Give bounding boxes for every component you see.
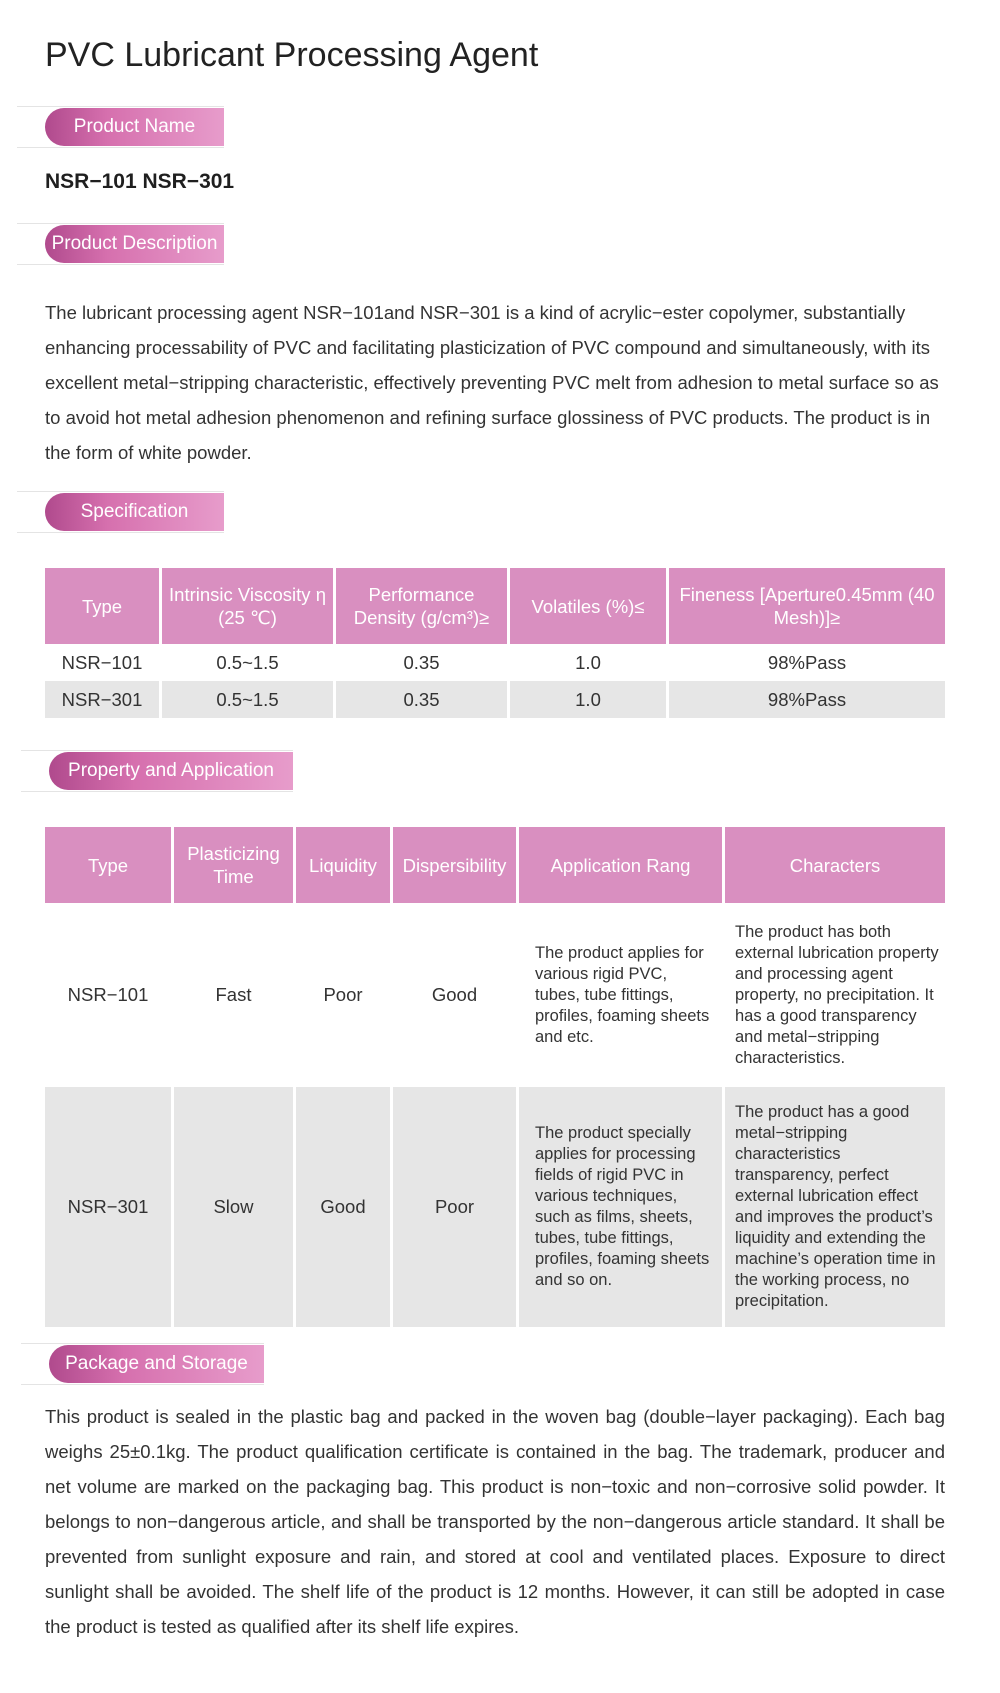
section-label: Package and Storage — [49, 1345, 264, 1383]
column-header-intrinsic-viscosity: Intrinsic Viscosity η (25 ℃) — [162, 568, 336, 644]
cell-type: NSR−101 — [45, 644, 162, 681]
table-row — [45, 903, 945, 1087]
table-row — [45, 644, 945, 681]
cell-performance-density: 0.35 — [336, 681, 510, 718]
package-storage-text: This product is sealed in the plastic bag and packed in the woven bag (double−layer packaging). Each bag weighs 25±0.1kg. The product qualification certificate is contained in the bag. The trademark, producer and net volume are marked on the packaging bag. This product is non−toxic and non−corrosive solid powder. It belongs to non−dangerous article, and shall be transported by the non−dangerous article standard. It shall be prevented from sunlight exposure and rain, and stored at cool and ventilated places. Exposure to direct sunlight shall be avoided. The shelf life of the product is 12 months. However, it can still be adopted in case the product is tested as qualified after its shelf life expires. — [45, 1406, 945, 1637]
column-header-application-rang: Application Rang — [519, 827, 725, 903]
specification-table — [45, 568, 945, 718]
column-header-type: Type — [45, 568, 162, 644]
column-header-characters: Characters — [725, 827, 945, 903]
section-tag-package-storage — [21, 1345, 264, 1383]
cell-intrinsic-viscosity: 0.5~1.5 — [162, 681, 336, 718]
cell-application-rang: The product specially applies for processing fields of rigid PVC in various techniques, such as films, sheets, tubes, tube fittings, profiles, foaming sheets and so on. — [519, 1087, 725, 1327]
cell-liquidity: Good — [296, 1087, 393, 1327]
cell-liquidity: Poor — [296, 903, 393, 1087]
cell-type: NSR−101 — [45, 903, 174, 1087]
section-label: Product Name — [45, 108, 224, 146]
cell-intrinsic-viscosity: 0.5~1.5 — [162, 644, 336, 681]
cell-fineness: 98%Pass — [767, 651, 847, 673]
section-tag-specification — [17, 493, 224, 531]
section-tag-product-description — [17, 225, 224, 263]
cell-plasticizing-time: Fast — [174, 903, 296, 1087]
cell-dispersibility: Good — [393, 903, 519, 1087]
product-name: NSR−101 NSR−301 — [45, 170, 235, 193]
section-label: Specification — [45, 493, 224, 531]
column-header-plasticizing-time: Plasticizing Time — [174, 827, 296, 903]
column-header-fineness: Fineness [Aperture0.45mm (40 Mesh)]≥ — [669, 568, 945, 644]
column-header-liquidity: Liquidity — [296, 827, 393, 903]
section-tag-product-name — [17, 108, 224, 146]
section-tag-property-application — [21, 752, 293, 790]
cell-volatiles: 1.0 — [510, 681, 669, 718]
table-row — [45, 1087, 945, 1327]
cell-type: NSR−301 — [45, 681, 162, 718]
column-header-performance-density: Performance Density (g/cm³)≥ — [336, 568, 510, 644]
cell-application-rang: The product applies for various rigid PVC, tubes, tube fittings, profiles, foaming sheets and etc. — [519, 903, 725, 1087]
cell-dispersibility: Poor — [393, 1087, 519, 1327]
column-header-volatiles: Volatiles (%)≤ — [510, 568, 669, 644]
column-header-type: Type — [45, 827, 174, 903]
table-row — [45, 681, 945, 718]
page-title: PVC Lubricant Processing Agent — [45, 36, 539, 74]
cell-plasticizing-time: Slow — [174, 1087, 296, 1327]
cell-fineness: 98%Pass — [669, 681, 945, 718]
cell-type: NSR−301 — [45, 1087, 174, 1327]
product-description-text: The lubricant processing agent NSR−101and NSR−301 is a kind of acrylic−ester copolymer, substantially enhancing processability of PVC and facilitating plasticization of PVC compound and simultaneously, with its excellent metal−stripping characteristic, effectively preventing PVC melt from adhesion to metal surface so as to avoid hot metal adhesion phenomenon and refining surface glossiness of PVC products. The product is in the form of white powder. — [45, 302, 939, 463]
cell-performance-density: 0.35 — [336, 644, 510, 681]
section-label: Product Description — [45, 225, 224, 263]
cell-characters: The product has a good metal−stripping characteristics transparency, perfect external lubrication effect and improves the product’s liquidity and extending the machine’s operation time in the working process, no precipitation. — [725, 1087, 945, 1327]
property-application-table — [45, 827, 945, 1327]
section-label: Property and Application — [49, 752, 293, 790]
cell-characters: The product has both external lubrication property and processing agent property, no precipitation. It has a good transparency and metal−stripping characteristics. — [735, 922, 939, 1067]
cell-volatiles: 1.0 — [510, 644, 669, 681]
table-header-row — [45, 827, 945, 903]
column-header-dispersibility: Dispersibility — [393, 827, 519, 903]
table-header-row — [45, 568, 945, 644]
